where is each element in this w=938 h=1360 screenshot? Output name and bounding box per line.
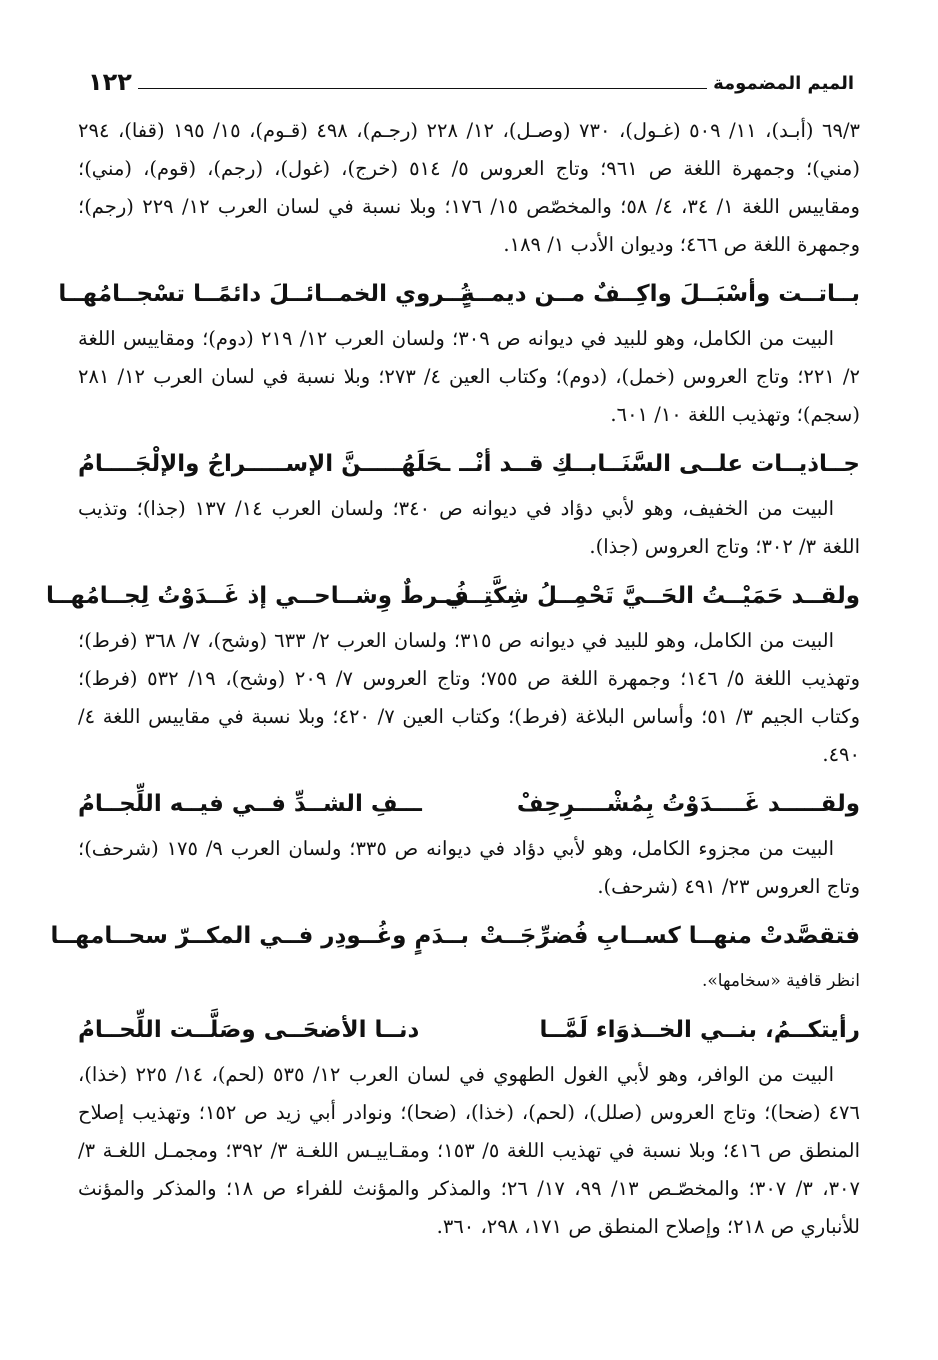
verse-line: [78, 782, 860, 826]
verse-line: [45, 574, 860, 618]
verse-line: [50, 914, 860, 958]
verse-line: [78, 442, 860, 486]
verse-first-hemistich: رأيتكــمُ، بنــي الخــذوَاء لَمَّــا: [539, 1017, 860, 1043]
verse-first-hemistich: فتقصَّدتْ منهــا كســابِ فُضرِّجَــتْ: [479, 923, 860, 949]
verse-first-hemistich: ولقــد حَمَيْــتُ الحَــيَّ تَحْمِــلُ شِكَّتِــي: [444, 583, 860, 609]
verse-second-hemistich: بــدَمٍ وغُــودِر فــي المكــرّ سحــامهــا: [50, 923, 469, 949]
citation-paragraph: البيت من مجزوء الكامل، وهو لأبي دؤاد في ديوانه ص ٣٣٥؛ ولسان العرب ٩/ ١٧٥ (شرحف)؛ وتاج العروس ٢٣/ ٤٩١ (شرحف).: [78, 837, 860, 898]
verse-line: [78, 1008, 860, 1052]
running-title: الميم المضمومة: [713, 73, 854, 94]
verse-line: [58, 272, 860, 316]
citation-paragraph: البيت من الكامل، وهو للبيد في ديوانه ص ٣١٥؛ ولسان العرب ٢/ ٦٣٣ (وشح)، ٧/ ٣٦٨ (فرط)؛ وتهذيب اللغة ٥/ ١٤٦؛ وجمهرة اللغة ص ٧٥٥؛ وتاج العروس ٧/ ٢٠٩ (وشح)، ١٩/ ٥٣٢ (فرط)؛ وكتاب الجيم ٣/ ٥١؛ وأساس البلاغة (فرط)؛ وكتاب العين ٧/ ٤٢٠؛ وبلا نسبة في مقاييس اللغة ٤/ ٤٩٠.: [78, 629, 861, 766]
document-page: [45, 58, 861, 1348]
verse-second-hemistich: يُــروي الخمــائــلَ دائمًــا تسْجــامُهــا: [58, 281, 469, 307]
citation-paragraph: ٦٩/٣ (أبـد)، ١١/ ٥٠٩ (غـول)، ٧٣٠ (وصـل)، ١٢/ ٢٢٨ (رجـم)، ٤٩٨ (قـوم)، ١٥/ ١٩٥ (قفا)، ٢٩٤ (مني)؛ وجمهرة اللغة ص ٩٦١؛ وتاج العروس ٥/ ٥١٤ (خرج)، (غول)، (رجم)، (قوم)، (مني)؛ ومقاييس اللغة ١/ ٣٤، ٤/ ٥٨؛ والمخصّص ١٥/ ١٧٦؛ وبلا نسبة في لسان العرب ١٢/ ٢٢٩ (رجم)؛ وجمهرة اللغة ص ٤٦٦؛ وديوان الأدب ١/ ١٨٩.: [78, 119, 860, 256]
verse-first-hemistich: جــاذيــات علــى السَّنَــابــكِ قــد أنْــ: [459, 451, 860, 477]
cross-reference-note: انظر قافية «سخامها».: [702, 971, 860, 991]
verse-second-hemistich: ـحَلَهُـــــنَّ الإســـــراجُ والإلْجَــــامُ: [78, 451, 451, 477]
citation-paragraph: البيت من الكامل، وهو للبيد في ديوانه ص ٣٠٩؛ ولسان العرب ١٢/ ٢١٩ (دوم)؛ ومقاييس اللغة ٢/ ٢٢١؛ وتاج العروس (خمل)، (دوم)؛ وكتاب العين ٤/ ٢٧٣؛ وبلا نسبة في لسان العرب ١٢/ ٢٨١ (سجم)؛ وتهذيب اللغة ١٠/ ٦٠١.: [78, 327, 860, 426]
page-number: ١٢٢: [88, 68, 132, 96]
verse-second-hemistich: فُــرطٌ وِشــاحــي إذ غَــدَوْتُ لِجــامُهــا: [45, 583, 469, 609]
verse-second-hemistich: ـــفِ الشــدِّ فــي فيــه اللِّجــامُ: [78, 791, 422, 817]
verse-first-hemistich: ولقـــــد غَــــدَوْتُ بِمُشْــــرِحِفْ: [516, 791, 860, 817]
verse-first-hemistich: بــاتــت وأسْبَــلَ واكِــفٌ مــن ديمــةٍ: [460, 281, 860, 307]
header-rule: [138, 88, 707, 89]
citation-paragraph: البيت من الوافر، وهو لأبي الغول الطهوي في لسان العرب ١٢/ ٥٣٥ (لحم)، ١٤/ ٢٢٥ (خذا)، ٤٧٦ (ضحا)؛ وتاج العروس (صلل)، (لحم)، (خذا)، (ضحا)؛ ونوادر أبي زيد ص ١٥٢؛ وتهذيب إصلاح المنطق ص ٤١٦؛ وبلا نسبة في تهذيب اللغة ٥/ ١٥٣؛ ومقـاييـس اللغـة ٣/ ٣٩٢؛ ومجمـل اللغـة ٣/ ٣٠٧، ٣/ ٣٠٧؛ والمخصّـص ١٣/ ٩٩، ١٧/ ٢٦؛ والمذكر والمؤنث للفراء ص ١٨؛ والمذكر والمؤنث للأنباري ص ٢١٨؛ وإصلاح المنطق ص ١٧١، ٢٩٨، ٣٦٠.: [78, 1063, 861, 1238]
verse-second-hemistich: دنــا الأضحَــى وصَلَّــت اللِّحــامُ: [78, 1017, 420, 1043]
page-body: [45, 112, 861, 1246]
page-header: [78, 58, 860, 98]
citation-paragraph: البيت من الخفيف، وهو لأبي دؤاد في ديوانه ص ٣٤٠؛ ولسان العرب ١٤/ ١٣٧ (جذا)؛ وتذيب اللغة ٣/ ٣٠٢؛ وتاج العروس (جذا).: [78, 497, 860, 558]
